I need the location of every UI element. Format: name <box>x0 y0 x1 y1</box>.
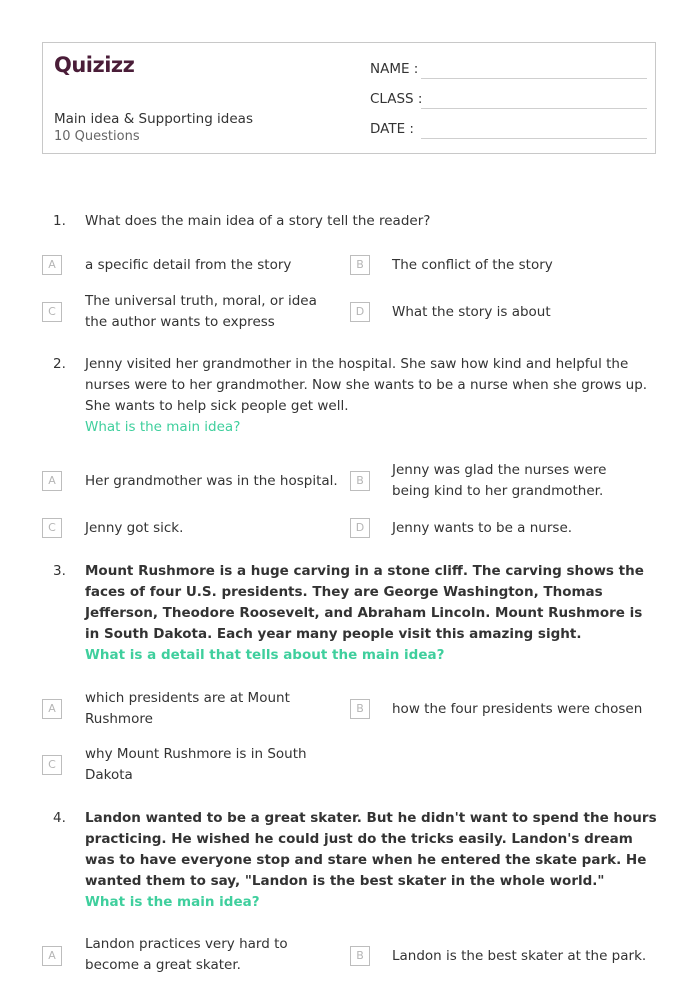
option-text: Jenny got sick. <box>85 520 184 536</box>
option-a-box[interactable]: A <box>42 255 62 275</box>
option-b-box[interactable]: B <box>350 946 370 966</box>
class-label: CLASS : <box>370 91 423 107</box>
date-line[interactable] <box>421 138 647 139</box>
question-text: Landon wanted to be a great skater. But he didn't want to spend the hours practicing. He wished he could just do the tricks easily. Landon's dream was to have everyone stop and stare when he entered the skate park. He wanted them to say, "Landon is the best skater in the whole world." <box>85 810 657 889</box>
question-body <box>85 561 660 666</box>
option-c-box[interactable]: C <box>42 755 62 775</box>
name-label: NAME : <box>370 61 419 77</box>
option-a-box[interactable]: A <box>42 946 62 966</box>
worksheet-title: Main idea & Supporting ideas <box>54 111 253 127</box>
quizizz-logo: Quizizz <box>54 53 135 77</box>
question-prompt: What is the main idea? <box>85 419 241 435</box>
question-number: 3. <box>53 563 66 579</box>
option-text: a specific detail from the story <box>85 257 292 273</box>
question-text: Jenny visited her grandmother in the hospital. She saw how kind and helpful the nurses were to her grandmother. Now she wants to be a nurse when she grows up. She wants to help sick people get well. <box>85 356 648 414</box>
option-b-box[interactable]: B <box>350 471 370 491</box>
option-text: Jenny wants to be a nurse. <box>392 520 573 536</box>
option-c-box[interactable]: C <box>42 302 62 322</box>
date-label: DATE : <box>370 121 414 137</box>
class-line[interactable] <box>421 108 647 109</box>
option-c-box[interactable]: C <box>42 518 62 538</box>
question-prompt: What is the main idea? <box>85 894 260 910</box>
option-text: why Mount Rushmore is in South Dakota <box>85 746 307 783</box>
question-text: What does the main idea of a story tell the reader? <box>85 213 431 229</box>
option-text: What the story is about <box>392 304 551 320</box>
option-text: Landon practices very hard to become a great skater. <box>85 936 288 973</box>
option-d-box[interactable]: D <box>350 518 370 538</box>
option-a-box[interactable]: A <box>42 471 62 491</box>
question-number: 4. <box>53 810 66 826</box>
option-text: Her grandmother was in the hospital. <box>85 473 338 489</box>
question-body <box>85 354 660 438</box>
option-a-box[interactable]: A <box>42 699 62 719</box>
option-text: The conflict of the story <box>392 257 553 273</box>
question-number: 2. <box>53 356 66 372</box>
question-count: 10 Questions <box>54 129 140 144</box>
question-body <box>85 808 660 913</box>
option-text: which presidents are at Mount Rushmore <box>85 690 290 727</box>
worksheet-header <box>42 42 656 154</box>
option-b-box[interactable]: B <box>350 699 370 719</box>
question-prompt: What is a detail that tells about the main idea? <box>85 647 445 663</box>
option-b-box[interactable]: B <box>350 255 370 275</box>
option-d-box[interactable]: D <box>350 302 370 322</box>
option-text: Jenny was glad the nurses were being kind to her grandmother. <box>392 462 607 499</box>
name-line[interactable] <box>421 78 647 79</box>
option-text: Landon is the best skater at the park. <box>392 948 647 964</box>
option-text: The universal truth, moral, or idea the author wants to express <box>85 293 317 330</box>
option-text: how the four presidents were chosen <box>392 701 643 717</box>
question-text: Mount Rushmore is a huge carving in a stone cliff. The carving shows the faces of four U.S. presidents. They are George Washington, Thomas Jefferson, Theodore Roosevelt, and Abraham Lincoln. Mount Rushmore is in South Dakota. Each year many people visit this amazing sight. <box>85 563 644 642</box>
question-number: 1. <box>53 213 66 229</box>
